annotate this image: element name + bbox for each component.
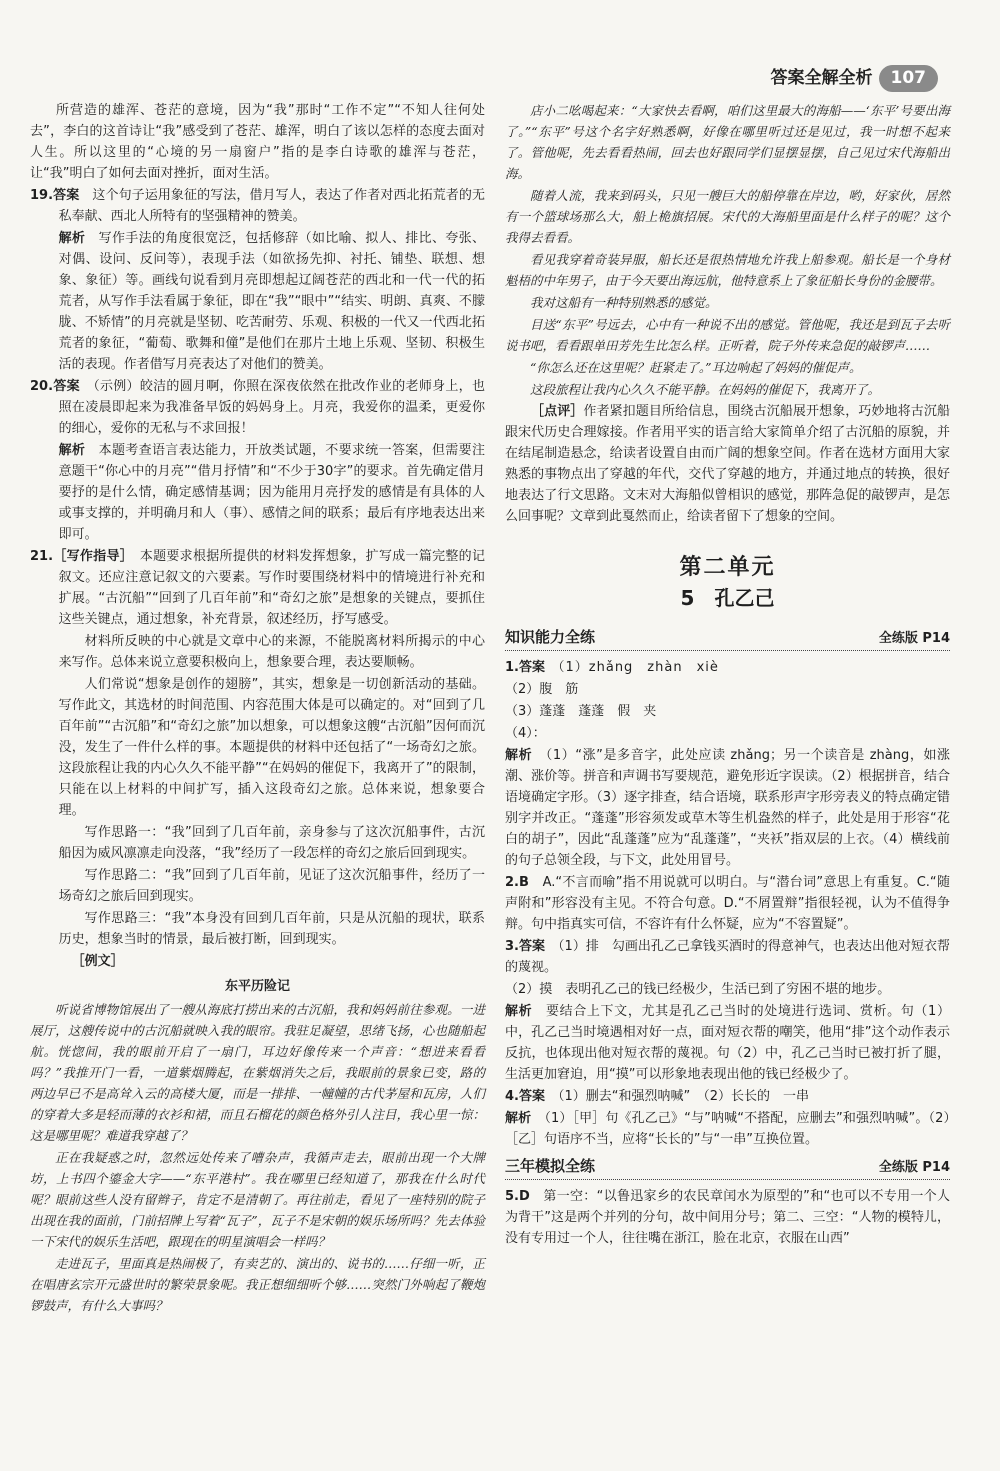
a5-answer-label: D — [518, 1189, 530, 1204]
q19-analysis-text: 写作手法的角度很宽泛，包括修辞（如比喻、拟人、排比、夸张、对偶、设问、反问等），表现手法（如欲扬先抑、衬托、铺垫、联想、想象、象征）等。画线句说看到月亮即想起辽阔苍茫的西北和一代一代的拓荒者，从写作手法看属于象征，即在“我”“眼中”“结实、明朗、真爽、不朦胧、不矫情”的月亮就是坚韧、吃苦耐劳、乐观、积极的一代又一代西北拓荒者的象征，“葡萄、歌舞和僮”是他们在那片土地上乐观、坚韧、积极生活的表现。作者借写月亮表达了对他们的赞美。 — [58, 231, 485, 372]
section-title: 知识能力全练 — [505, 628, 596, 646]
essay-paragraph-4: 店小二吆喝起来：“大家快去看啊，咱们这里最大的海船——‘东平’号要出海了。”“东平”号这个名字好熟悉啊，好像在哪里听过还是见过，我一时想不起来了。管他呢，先去看看热闹，回去也好跟同学们显摆显摆，自己见过宋代海船出海。 — [505, 103, 950, 181]
a3-answer-label: 答案 — [518, 939, 546, 954]
q19-answer — [30, 185, 485, 227]
q20-number: 20. — [30, 379, 54, 394]
q20-analysis — [30, 440, 485, 545]
a5-analysis-text: 第一空：“以鲁迅家乡的农民章闰水为原型的”和“也可以不专用一个人为背干”这是两个并列的分句，故中间用分号；第二、三空：“人物的模特儿，没有专用过一个人，往往嘴在浙江，脸在北京，衣服在山西” — [505, 1189, 950, 1246]
a3-answer — [505, 936, 950, 978]
section-reference: 全练版 P14 — [878, 631, 950, 646]
left-column — [30, 100, 485, 1317]
a1-line-1: （1）zhǎng zhàn xiè — [558, 660, 719, 675]
q20-answer-label: 答案 — [53, 379, 80, 394]
section-reference: 全练版 P14 — [878, 1160, 950, 1175]
a1-line-2: （2）腹 筋 — [505, 682, 579, 697]
a2-answer-label: B — [518, 875, 529, 890]
a3-number: 3. — [505, 939, 519, 954]
q21-guide — [30, 546, 485, 630]
essay-paragraph-5: 随着人流，我来到码头，只见一艘巨大的船停靠在岸边，哟，好家伙，居然有一个篮球场那么大，船上桅旗招展。宋代的大海船里面是什么样子的呢？这个我得去看看。 — [505, 188, 950, 245]
a4-answer — [505, 1086, 950, 1107]
a2-answer — [505, 872, 950, 935]
a3-analysis — [505, 1001, 950, 1085]
page-number: 107 — [879, 65, 939, 92]
comment — [505, 401, 950, 527]
section-title: 三年模拟全练 — [505, 1157, 596, 1175]
a2-number: 2. — [505, 875, 519, 890]
a4-analysis-text: （1）［甲］句《孔乙己》“与”呐喊“不搭配，应删去”和强烈呐喊”。（2）［乙］句语序不当，应将“长长的”与“一串”互换位置。 — [505, 1111, 950, 1147]
essay-paragraph-9: “你怎么还在这里呢？赶紧走了。”耳边响起了妈妈的催促声。 — [530, 360, 862, 375]
example-label: ［例文］ — [71, 954, 124, 969]
header-title: 答案全解全析 — [770, 67, 873, 88]
q20-answer-text: （示例）皎洁的圆月啊，你照在深夜依然在批改作业的老师身上，也照在凌晨即起来为我准备早饭的妈妈身上。月亮，我爱你的温柔，更爱你的细心，爱你的无私与不求回报！ — [58, 379, 485, 436]
a1-analysis-label: 解析 — [505, 748, 533, 763]
comment-text: 作者紧扣题目所给信息，围绕古沉船展开想象，巧妙地将古沉船跟宋代历史合理嫁接。作者用平实的语言给大家简单介绍了古沉船的原貌，并在结尾制造悬念，给读者设置自由而广阔的想象空间。作者在选材方面用大家熟悉的事物点出了穿越的年代，交代了穿越的地方，并通过地点的转换，很好地表达了行文思路。文末对大海船似曾相识的感觉，那阵急促的敲锣声，是怎么回事呢？文章到此戛然而止，给读者留下了想象的空间。 — [505, 404, 950, 524]
a3-line-2: （2）摸 表明孔乙己的钱已经极少，生活已到了穷困不堪的地步。 — [505, 982, 891, 997]
essay-paragraph-3: 走进瓦子，里面真是热闹极了，有卖艺的、演出的、说书的……仔细一听，正在唱唐玄宗开元盛世时的繁荣景象呢。我正想细细听个够……突然门外响起了鞭炮锣鼓声，有什么大事吗？ — [30, 1256, 485, 1313]
a4-analysis — [505, 1108, 950, 1150]
a3-line-1: （1）排 勾画出孔乙己拿钱买酒时的得意神气，也表达出他对短衣帮的蔑视。 — [505, 939, 950, 975]
q21-paragraph-3: 人们常说“想象是创作的翅膀”，其实，想象是一切创新活动的基础。写作此文，其选材的时间范围、内容范围大体是可以确定的。对“回到了几百年前”“古沉船”和“奇幻之旅”加以想象，可以想象这艘“古沉船”因何而沉没，发生了一件什么样的事。本题提供的材料中还包括了“一场奇幻之旅。这段旅程让我的内心久久不能平静”“在妈妈的催促下，我离开了”的限制，只能在以上材料的中间扩写，插入这段奇幻之旅。总体来说，想象要合理。 — [58, 677, 485, 818]
q21-idea-1: 写作思路一：“我”回到了几百年前，亲身参与了这次沉船事件，古沉船因为威风凛凛走向没落，“我”经历了一段怎样的奇幻之旅后回到现实。 — [58, 825, 485, 861]
q19-analysis-label: 解析 — [58, 231, 86, 246]
a4-answer-label: 答案 — [518, 1089, 545, 1104]
section-header-knowledge — [505, 627, 950, 651]
page-header — [771, 60, 939, 96]
a5-answer — [505, 1186, 950, 1249]
q20-analysis-text: 本题考查语言表达能力，开放类试题，不要求统一答案，但需要注意题干“你心中的月亮”“借月抒情”和“不少于30字”的要求。首先确定借月要抒的是什么情，确定感情基调；因为能用月亮抒发的感情是有具体的人或事支撑的，并明确月和人（事）、感情之间的联系；最后有序地表达出来即可。 — [58, 443, 485, 542]
essay-paragraph-7: 我对这船有一种特别熟悉的感觉。 — [530, 295, 718, 310]
a2-analysis-text: A.“不言而喻”指不用说就可以明白。与“潜台词”意思上有重复。C.“随声附和”形容没有主见。不符合句意。D.“不屑置辩”指很轻视，认为不值得争辩。句中指真实可信，不容许有什么怀疑，应为“不容置疑”。 — [505, 875, 950, 932]
a5-number: 5. — [505, 1189, 519, 1204]
a1-line-4: （4）： — [505, 726, 546, 741]
essay-paragraph-8: 目送“东平”号远去，心中有一种说不出的感觉。管他呢，我还是到瓦子去听说书吧，看看跟单田芳先生比怎么样。正听着，院子外传来急促的敲锣声…… — [505, 317, 950, 353]
a4-number: 4. — [505, 1089, 519, 1104]
q19-analysis — [30, 228, 485, 375]
a3-analysis-text: 要结合上下文，尤其是孔乙己当时的处境进行选词、赏析。句（1）中，孔乙己当时境遇相对好一点，面对短衣帮的嘲笑，他用“排”这个动作表示反抗，也体现出他对短衣帮的蔑视。句（2）中，孔乙己当时已被打折了腿，生活更加窘迫，用“摸”可以形象地表现出他的钱已经极少了。 — [505, 1004, 950, 1082]
q21-number: 21. — [30, 549, 54, 564]
q21-idea-3: 写作思路三：“我”本身没有回到几百年前，只是从沉船的现状，联系历史，想象当时的情景，最后被打断，回到现实。 — [58, 911, 485, 947]
q20-answer — [30, 376, 485, 439]
q21-guide-text: 本题要求根据所提供的材料发挥想象，扩写成一篇完整的记叙文。还应注意记叙文的六要素。写作时要围绕材料中的情境进行补充和扩展。“古沉船”“回到了几百年前”和“奇幻之旅”是想象的关键点，要抓住这些关键点，通过想象，补充背景，叙述经历，抒写感受。 — [58, 549, 485, 627]
section-header-mock — [505, 1156, 950, 1180]
a4-analysis-label: 解析 — [505, 1111, 532, 1126]
comment-label: ［点评］ — [531, 404, 584, 419]
q21-paragraph-2: 材料所反映的中心就是文章中心的来源，不能脱离材料所揭示的中心来写作。总体来说立意要积极向上，想象要合理，表达要顺畅。 — [58, 634, 485, 670]
q19-answer-text: 这个句子运用象征的写法，借月写人，表达了作者对西北拓荒者的无私奉献、西北人所特有的坚强精神的赞美。 — [58, 188, 485, 224]
q21-guide-label: ［写作指导］ — [53, 549, 127, 564]
a1-number: 1. — [505, 660, 519, 675]
essay-paragraph-6: 看见我穿着奇装异服，船长还是很热情地允许我上船参观。船长是一个身材魁梧的中年男子，由于今天要出海远航，他特意系上了象征船长身份的金腰带。 — [505, 252, 950, 288]
a1-line-3: （3）蓬蓬 蓬蓬 假 夹 — [505, 704, 657, 719]
right-column — [505, 100, 950, 1250]
essay-paragraph-2: 正在我疑惑之时，忽然远处传来了嘈杂声，我循声走去，眼前出现一个大牌坊，上书四个鎏金大字——“东平港村”。我在哪里已经知道了，那我在什么时代呢？眼前这些人没有留辫子，肯定不是清朝了。再往前走，看见了一座特别的院子出现在我的面前，门前招牌上写着“瓦子”，瓦子不是宋朝的娱乐场所吗？先去体验一下宋代的娱乐生活吧，跟现在的明星演唱会一样吗？ — [30, 1150, 485, 1249]
a1-analysis-text: （1）“涨”是多音字，此处应读 zhǎng；另一个读音是 zhàng，如涨潮、涨价等。拼音和声调书写要规范，避免形近字误读。（2）根据拼音，结合语境确定字形。（3）逐字排查，结合语境，联系形声字形旁表义的特点确定错别字并改正。“蓬蓬”形容须发或草木等生机盎然的样子，此处是用于形容“花白的胡子”，因此“乱蓬蓬”应为“乱蓬蓬”，“夹袄”指双层的上衣。（4）横线前的句子总领全段，与下文，此处用冒号。 — [505, 748, 950, 868]
q20-analysis-label: 解析 — [58, 443, 86, 458]
intro-paragraph: 所营造的雄浑、苍茫的意境，因为“我”那时“工作不定”“不知人往何处去”，李白的这首诗让“我”感受到了苍茫、雄浑，明白了该以怎样的态度去面对人生。所以这里的“心境的另一扇窗户”指的是李白诗歌的雄浑与苍茫，让“我”明白了如何去面对挫折，面对生活。 — [30, 103, 485, 181]
a1-analysis — [505, 745, 950, 871]
essay-paragraph-10: 这段旅程让我内心久久不能平静。在妈妈的催促下，我离开了。 — [530, 382, 881, 397]
essay-paragraph-1: 听说省博物馆展出了一艘从海底打捞出来的古沉船，我和妈妈前往参观。一进展厅，这艘传说中的古沉船就映入我的眼帘。我驻足凝望，思绪飞扬，心也随船起航。恍惚间，我的眼前开启了一扇门，耳边好像传来一个声音：“想进来看看吗？”我推开门一看，一道紫烟腾起，在紫烟消失之后，我眼前的景象已变，路的两边早已不是高耸入云的高楼大厦，而是一排排、一幢幢的古代茅屋和瓦房，人们的穿着大多是轻而薄的衣衫和裙，而且石榴花的颜色格外引人注目，我心里一惊：这是哪里呢？难道我穿越了？ — [30, 1002, 485, 1143]
a1-answer-label: 答案 — [518, 660, 545, 675]
a3-analysis-label: 解析 — [505, 1004, 533, 1019]
q19-answer-label: 答案 — [53, 188, 80, 203]
lesson-title: 5 孔乙己 — [680, 586, 775, 610]
q19-number: 19. — [30, 188, 54, 203]
unit-title: 第二单元 — [679, 555, 776, 580]
a4-line-1: （1）删去“和强烈呐喊” （2）长长的 一串 — [558, 1089, 810, 1104]
q21-idea-2: 写作思路二：“我”回到了几百年前，见证了这次沉船事件，经历了一场奇幻之旅后回到现实。 — [58, 868, 485, 904]
a1-answer — [505, 657, 950, 678]
essay-title: 东平历险记 — [224, 979, 290, 994]
